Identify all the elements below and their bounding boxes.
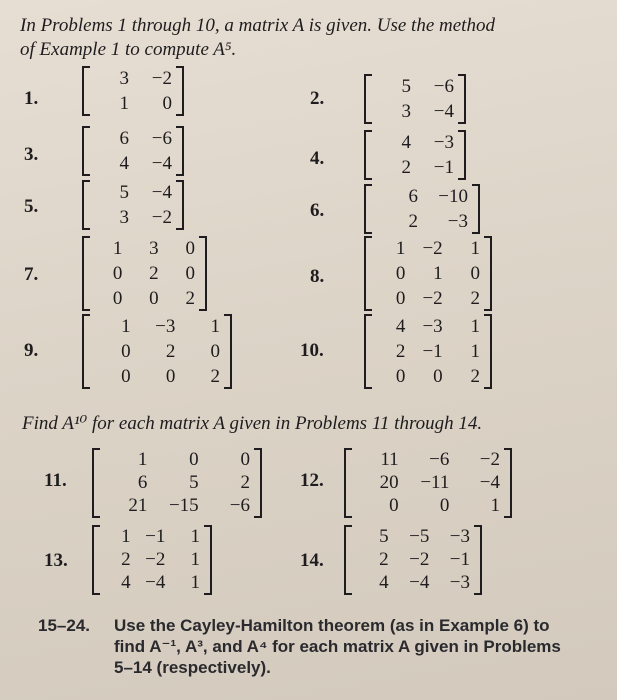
matrix-entry: 0 [395, 365, 406, 387]
matrix-entry: 1 [395, 237, 406, 259]
matrix [364, 184, 480, 234]
matrix-entry: −4 [151, 152, 172, 174]
matrix-entry: 2 [379, 548, 389, 570]
matrix [364, 236, 492, 311]
right-bracket [176, 126, 184, 176]
matrix [344, 525, 482, 595]
left-bracket [344, 525, 352, 595]
matrix-entry: 0 [121, 365, 131, 387]
problem-label: 3. [24, 144, 39, 165]
right-bracket [199, 236, 207, 311]
matrix-entry: −6 [429, 448, 450, 470]
matrix-entry: 0 [210, 340, 220, 362]
matrix-entry: −4 [479, 471, 500, 493]
problem-label: 13. [44, 550, 68, 571]
left-bracket [82, 314, 90, 389]
left-bracket [364, 74, 372, 124]
matrix [82, 126, 184, 176]
matrix-entry: 5 [379, 525, 389, 547]
matrix-entry: 0 [439, 495, 450, 517]
matrix-entry: 2 [401, 156, 411, 178]
matrix-entry: 1 [121, 525, 131, 547]
intro-line-1: In Problems 1 through 10, a matrix A is given. Use the method [20, 15, 495, 36]
left-bracket [364, 184, 372, 234]
matrix-entry: 1 [121, 315, 131, 337]
matrix-entry: −1 [422, 340, 443, 362]
right-bracket [458, 130, 466, 180]
matrix-entry: −4 [151, 181, 172, 203]
matrix-entry: 1 [470, 340, 480, 362]
matrix-entry: 4 [401, 131, 411, 153]
matrix-entry: 0 [189, 448, 199, 470]
matrix-entry: 6 [408, 185, 418, 207]
matrix-entry: 2 [185, 287, 195, 309]
matrix [82, 180, 184, 230]
matrix-entry: −6 [229, 495, 250, 517]
matrix-entry: 21 [128, 495, 148, 517]
right-bracket [484, 236, 492, 311]
matrix [92, 448, 262, 518]
matrix-entry: 11 [380, 448, 399, 470]
matrix-entry: 4 [121, 572, 131, 594]
matrix [344, 448, 512, 518]
left-bracket [82, 236, 90, 311]
right-bracket [176, 66, 184, 116]
problem-label: 2. [310, 88, 325, 109]
left-bracket [364, 130, 372, 180]
matrix-entry: 5 [401, 75, 411, 97]
matrix [92, 525, 212, 595]
matrix-entry: −3 [433, 131, 454, 153]
exercise-text: Use the Cayley-Hamilton theorem (as in Example 6) to find A⁻¹, A³, and A⁴ for each matrix A given in Problems 5–14 (respectively). [114, 616, 561, 677]
matrix-entry: −6 [433, 75, 454, 97]
matrix-entry: −4 [145, 572, 166, 594]
matrix-entry: −2 [151, 67, 172, 89]
matrix-entry: 4 [395, 315, 406, 337]
matrix-entry: 2 [395, 340, 406, 362]
exercise-label: 15–24. [38, 616, 90, 635]
matrix-entry: 0 [395, 262, 406, 284]
matrix [364, 314, 492, 389]
matrix-entry: 2 [165, 340, 176, 362]
matrix-entry: 2 [470, 287, 480, 309]
problem-label: 6. [310, 200, 325, 221]
matrix-entry: 1 [433, 262, 443, 284]
matrix-entry: 2 [408, 210, 418, 232]
right-bracket [458, 74, 466, 124]
matrix-entry: −2 [409, 548, 430, 570]
matrix-entry: 0 [112, 262, 123, 284]
problem-label: 1. [24, 88, 39, 109]
matrix [82, 66, 184, 116]
matrix-entry: 20 [379, 471, 399, 493]
matrix-entry: 0 [389, 495, 399, 517]
matrix-entry: 4 [119, 152, 129, 174]
matrix-entry: −1 [145, 525, 166, 547]
matrix-entry: 3 [149, 237, 159, 259]
matrix-entry: 5 [119, 181, 129, 203]
matrix-entry: −5 [409, 525, 430, 547]
matrix-entry: 2 [470, 365, 480, 387]
matrix-entry: −2 [422, 287, 443, 309]
matrix-entry: −4 [409, 572, 430, 594]
matrix-entry: 0 [395, 287, 406, 309]
matrix-entry: 1 [490, 495, 500, 517]
matrix-entry: −1 [449, 548, 470, 570]
matrix-entry: 2 [240, 471, 250, 493]
matrix-entry: 1 [470, 315, 480, 337]
matrix-entry: 1 [210, 315, 220, 337]
matrix-entry: −6 [151, 127, 172, 149]
matrix-entry: −2 [145, 548, 166, 570]
matrix-entry: −3 [449, 525, 470, 547]
matrix-entry: 0 [162, 92, 172, 114]
matrix-entry: 0 [112, 287, 123, 309]
matrix-entry: 0 [121, 340, 131, 362]
matrix-entry: −2 [479, 448, 500, 470]
matrix-entry: 1 [190, 572, 200, 594]
matrix-entry: 0 [185, 237, 195, 259]
matrix-entry: 4 [379, 572, 389, 594]
matrix-entry: −2 [422, 237, 443, 259]
right-bracket [504, 448, 512, 518]
matrix-entry: 3 [401, 100, 411, 122]
matrix-entry: 0 [240, 448, 250, 470]
problem-label: 9. [24, 340, 39, 361]
left-bracket [92, 525, 100, 595]
right-bracket [484, 314, 492, 389]
right-bracket [204, 525, 212, 595]
matrix-entry: −15 [168, 495, 199, 517]
matrix-entry: −3 [447, 210, 468, 232]
matrix-entry: −10 [438, 185, 468, 207]
matrix-entry: 2 [149, 262, 159, 284]
problem-label: 5. [24, 196, 39, 217]
right-bracket [474, 525, 482, 595]
problem-label: 10. [300, 340, 324, 361]
right-bracket [176, 180, 184, 230]
problem-label: 4. [310, 148, 325, 169]
matrix-entry: −1 [433, 156, 454, 178]
matrix-entry: 5 [189, 471, 199, 493]
problem-label: 7. [24, 264, 39, 285]
matrix [364, 74, 466, 124]
matrix-entry: 1 [470, 237, 480, 259]
problem-label: 8. [310, 266, 325, 287]
matrix-entry: −11 [420, 471, 450, 493]
left-bracket [82, 126, 90, 176]
matrix-entry: 0 [149, 287, 159, 309]
matrix-entry: 3 [119, 67, 129, 89]
problem-label: 14. [300, 550, 324, 571]
left-bracket [82, 66, 90, 116]
matrix-entry: 1 [190, 525, 200, 547]
matrix-entry: 0 [470, 262, 480, 284]
intro-line-2: of Example 1 to compute A⁵. [20, 39, 237, 60]
matrix-entry: 2 [210, 365, 220, 387]
matrix-entry: 1 [137, 448, 148, 470]
matrix-entry: 1 [190, 548, 200, 570]
right-bracket [254, 448, 262, 518]
matrix-entry: −3 [449, 572, 470, 594]
section-heading: Find A¹⁰ for each matrix A given in Problems 11 through 14. [22, 413, 483, 434]
matrix-entry: 0 [433, 365, 443, 387]
matrix-entry: −4 [433, 100, 454, 122]
matrix-entry: 0 [165, 365, 176, 387]
matrix [82, 236, 207, 311]
matrix [364, 130, 466, 180]
matrix-entry: 6 [137, 471, 148, 493]
problem-label: 12. [300, 470, 324, 491]
left-bracket [82, 180, 90, 230]
matrix-entry: 3 [119, 206, 129, 228]
matrix-entry: −3 [155, 315, 176, 337]
matrix-entry: −2 [151, 206, 172, 228]
matrix-entry: 6 [119, 127, 129, 149]
problem-label: 11. [44, 470, 67, 491]
matrix [82, 314, 232, 389]
matrix-entry: 1 [112, 237, 123, 259]
matrix-entry: −3 [422, 315, 443, 337]
matrix-entry: 2 [121, 548, 131, 570]
left-bracket [364, 314, 372, 389]
right-bracket [472, 184, 480, 234]
matrix-entry: 0 [185, 262, 195, 284]
matrix-entry: 1 [119, 92, 129, 114]
left-bracket [344, 448, 352, 518]
right-bracket [224, 314, 232, 389]
left-bracket [364, 236, 372, 311]
left-bracket [92, 448, 100, 518]
